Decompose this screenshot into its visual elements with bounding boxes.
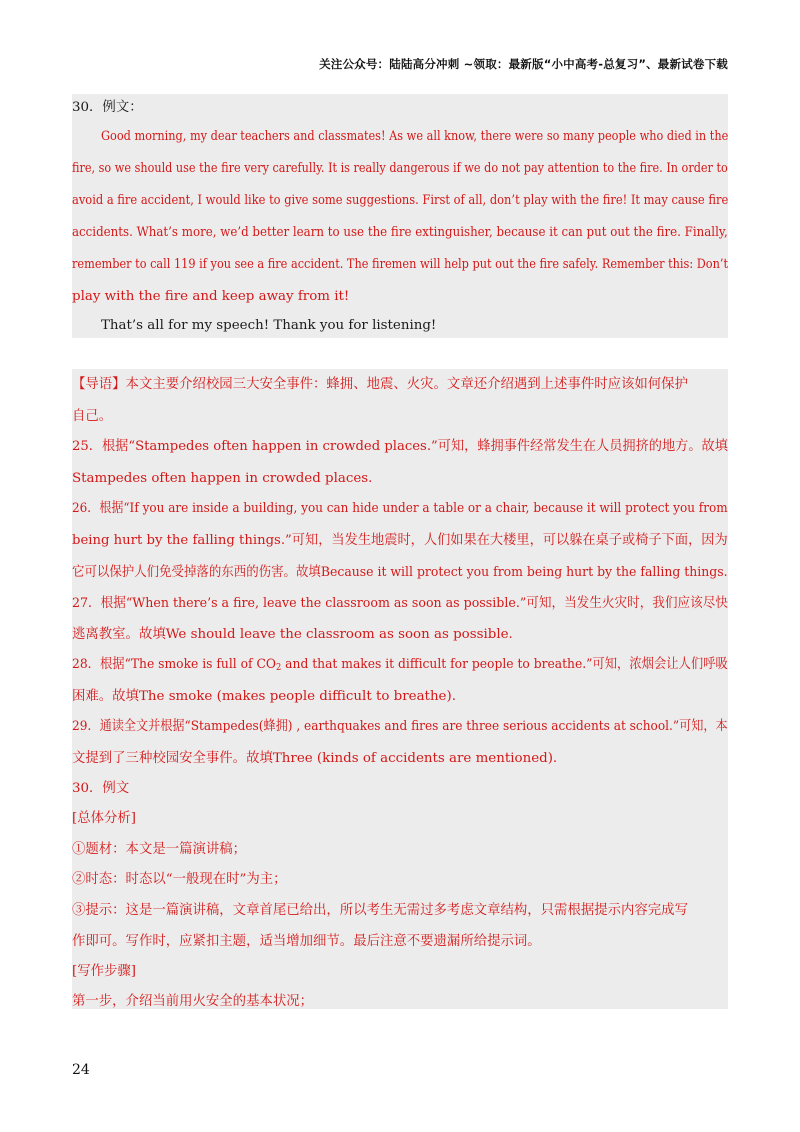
answer-28-line bbox=[72, 656, 728, 674]
analysis-point: ①题材：本文是一篇演讲稿； bbox=[72, 842, 247, 857]
answer-28-line: 困难。故填The smoke (makes people difficult to breathe). bbox=[72, 689, 456, 704]
analysis-point: 作即可。写作时，应紧扣主题，适当增加细节。最后注意不要遗漏所给提示词。 bbox=[72, 934, 541, 949]
essay-line: fire, so we should use the fire very carefully. It is really dangerous if we do not pay attention to the fire. In order to bbox=[72, 161, 728, 176]
overall-analysis-heading: [总体分析] bbox=[72, 811, 137, 826]
answer-28-text-b: and that makes it difficult for people to breathe.”可知，浓烟会让人们呼吸 bbox=[281, 657, 728, 672]
answer-26-line: 26．根据“If you are inside a building, you can hide under a table or a chair, because it will protect you from bbox=[72, 501, 728, 516]
intro-line: 【导语】本文主要介绍校园三大安全事件：蜂拥、地震、火灾。文章还介绍遇到上述事件时应该如何保护 bbox=[72, 377, 688, 392]
page-number: 24 bbox=[72, 1062, 90, 1078]
answer-27-line: 逃离教室。故填We should leave the classroom as soon as possible. bbox=[72, 627, 513, 642]
answer-26-line: being hurt by the falling things.”可知，当发生地震时，人们如果在大楼里，可以躲在桌子或椅子下面，因为 bbox=[72, 533, 728, 548]
answer-25-line: 25．根据“Stampedes often happen in crowded places.”可知，蜂拥事件经常发生在人员拥挤的地方。故填 bbox=[72, 439, 728, 454]
answer-30-title: 30．例文 bbox=[72, 781, 130, 796]
essay-heading: 30．例文： bbox=[72, 100, 143, 115]
page-header: 关注公众号：陆陆高分冲刺 ~领取：最新版“小中高考-总复习”、最新试卷下载 bbox=[319, 57, 728, 71]
essay-closing: That’s all for my speech! Thank you for listening! bbox=[101, 318, 437, 333]
sample-essay-block bbox=[72, 94, 728, 338]
answer-27-line: 27．根据“When there’s a fire, leave the classroom as soon as possible.”可知，当发生火灾时，我们应该尽快 bbox=[72, 596, 728, 611]
essay-line: accidents. What’s more, we’d better learn to use the fire extinguisher, because it can put out the fire. Finally, bbox=[72, 225, 728, 240]
essay-line: play with the fire and keep away from it! bbox=[72, 289, 350, 304]
writing-steps-heading: [写作步骤] bbox=[72, 964, 137, 979]
analysis-block bbox=[72, 369, 728, 1009]
essay-line: Good morning, my dear teachers and classmates! As we all know, there were so many people who died in the bbox=[101, 129, 729, 144]
writing-step: 第一步，介绍当前用火安全的基本状况； bbox=[72, 994, 314, 1009]
answer-25-line: Stampedes often happen in crowded places. bbox=[72, 471, 373, 486]
answer-29-line: 29．通读全文并根据“Stampedes(蜂拥) , earthquakes and fires are three serious accidents at school.”可知，本 bbox=[72, 719, 728, 734]
essay-line: avoid a fire accident, I would like to give some suggestions. First of all, don’t play with the fire! It may cause fire bbox=[72, 193, 729, 208]
co2-subscript: 2 bbox=[276, 663, 282, 673]
essay-line: remember to call 119 if you see a fire accident. The firemen will help put out the fire safely. Remember this: Don’t bbox=[72, 257, 729, 272]
answer-29-line: 文提到了三种校园安全事件。故填Three (kinds of accidents are mentioned). bbox=[72, 751, 558, 766]
answer-28-text-a: 28．根据“The smoke is full of CO bbox=[72, 657, 277, 672]
intro-line: 自己。 bbox=[72, 409, 113, 424]
analysis-point: ③提示：这是一篇演讲稿，文章首尾已给出，所以考生无需过多考虑文章结构，只需根据提示内容完成写 bbox=[72, 903, 688, 918]
answer-26-line: 它可以保护人们免受掉落的东西的伤害。故填Because it will protect you from being hurt by the falling things. bbox=[72, 565, 728, 580]
analysis-point: ②时态：时态以“一般现在时”为主； bbox=[72, 872, 287, 887]
